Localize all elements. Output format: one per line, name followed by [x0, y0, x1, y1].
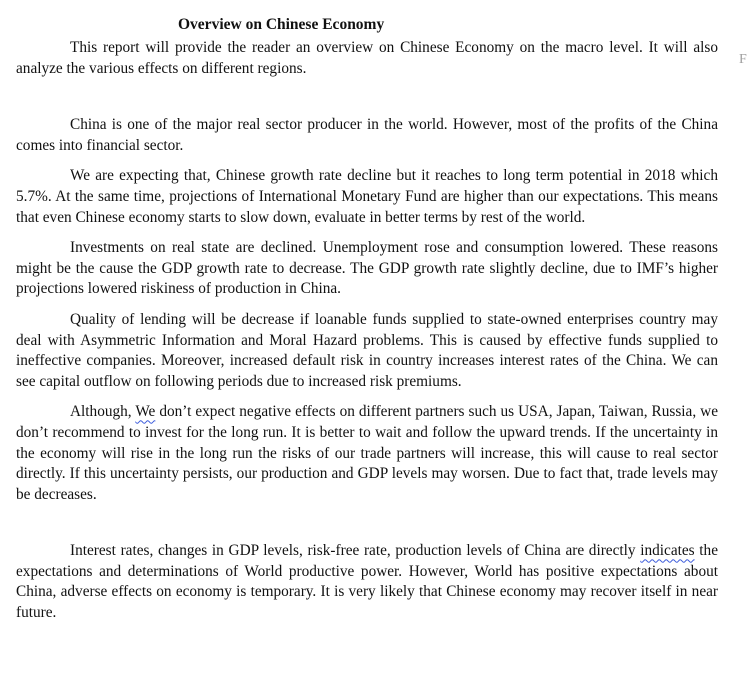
- paragraph-trade-partners: [16, 402, 718, 505]
- paragraph-spacing: [16, 392, 718, 402]
- paragraph-text: don’t expect negative effects on different partners such us USA, Japan, Taiwan, Russia, we don’t recommend to invest for the long run. It is better to wait and follow the upward trends. If the uncertainty in the economy will rise in the long run the risks of our trade partners will increase, this will cause to real sector directly. If this uncertainty persists, our production and GDP levels may worsen. Due to fact that, trade levels may be decreases.: [16, 403, 718, 503]
- spellcheck-flagged-word[interactable]: indicates: [640, 542, 695, 560]
- paragraph-text: Interest rates, changes in GDP levels, risk-free rate, production levels of China are directly: [70, 542, 641, 560]
- paragraph-spacing: [16, 228, 718, 238]
- adjacent-page-glyph: F: [739, 52, 747, 67]
- paragraph-spacing: [16, 300, 718, 310]
- paragraph-interest-rates: [16, 541, 718, 623]
- paragraph-text: Although,: [70, 403, 136, 421]
- spellcheck-flagged-word[interactable]: We: [135, 403, 156, 421]
- paragraph-investments: Investments on real state are declined. Unemployment rose and consumption lowered. These reasons might be the cause the GDP growth rate to decrease. The GDP growth rate slightly decline, due to IMF’s higher projections lowered riskiness of production in China.: [16, 239, 718, 298]
- document-title: Overview on Chinese Economy: [178, 16, 385, 33]
- paragraph-growth-rate: We are expecting that, Chinese growth rate decline but it reaches to long term potential in 2018 which 5.7%. At the same time, projections of International Monetary Fund are higher than our expectations. This means that even Chinese economy starts to slow down, evaluate in better terms by rest of the world.: [16, 167, 718, 226]
- paragraph-lending: Quality of lending will be decrease if loanable funds supplied to state-owned enterprises country may deal with Asymmetric Information and Moral Hazard problems. This is caused by effective funds supplied to ineffective companies. Moreover, increased default risk in country increases interest rates of the China. We can see capital outflow on following periods due to increased risk premiums.: [16, 310, 718, 390]
- blank-line: [16, 505, 718, 541]
- paragraph-real-sector: China is one of the major real sector producer in the world. However, most of the profits of the China comes into financial sector.: [16, 116, 718, 154]
- paragraph-spacing: [16, 156, 718, 166]
- document-body[interactable]: [16, 12, 718, 624]
- paragraph-intro: This report will provide the reader an overview on Chinese Economy on the macro level. It will also analyze the various effects on different regions.: [16, 39, 718, 77]
- blank-line: [16, 79, 718, 115]
- paragraph-text: the expectations and determinations of World productive power. However, World has positive expectations about China, adverse effects on economy is temporary. It is very likely that Chinese economy may recover itself in near future.: [16, 542, 718, 622]
